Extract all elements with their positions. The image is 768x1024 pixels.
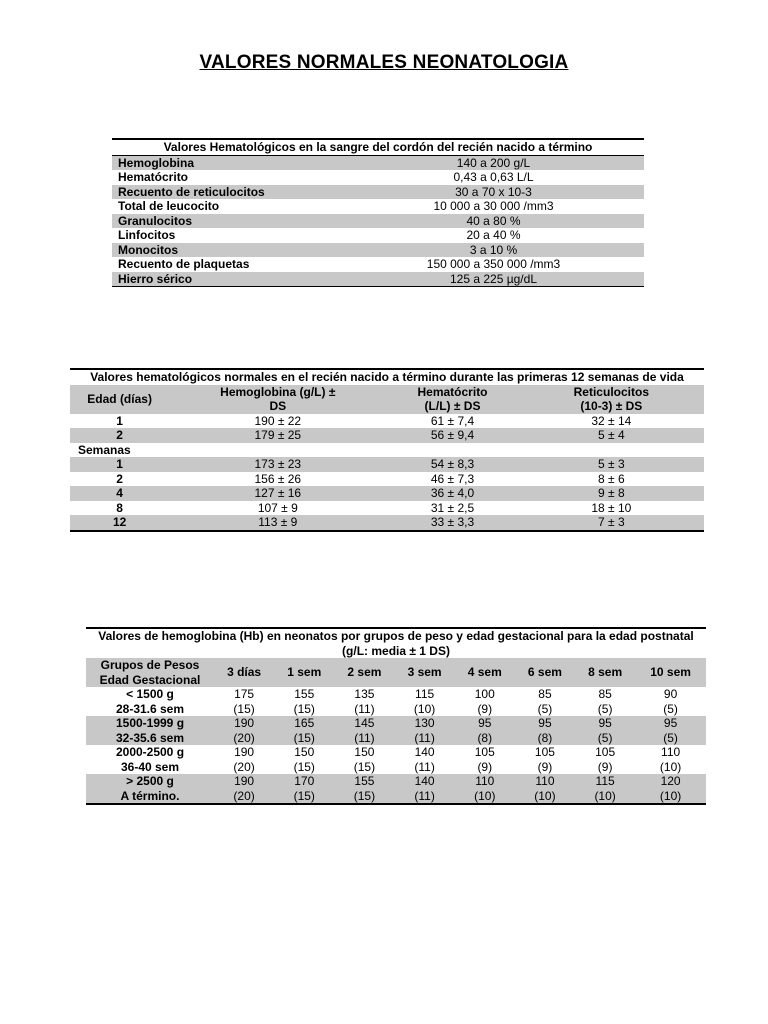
mean-cell: 120	[635, 774, 706, 789]
row-label: Hierro sérico	[112, 272, 343, 287]
table-row	[86, 731, 706, 746]
table-row	[112, 214, 644, 229]
table-row	[86, 702, 706, 717]
sd-cell: (20)	[233, 759, 255, 774]
age-cell: 2	[70, 428, 169, 443]
age-cell: 1	[70, 457, 169, 472]
group-weight: 2000-2500 g	[115, 745, 185, 759]
value-cell: 9 ± 8	[519, 486, 704, 501]
mean-cell: 155	[334, 774, 394, 789]
table-row	[70, 414, 704, 429]
mean-cell: 105	[474, 745, 495, 759]
group-age: 32-35.6 sem	[86, 731, 214, 746]
mean-cell: 85	[538, 687, 552, 701]
value-cell: 33 ± 3,3	[386, 515, 518, 531]
group-weight: > 2500 g	[86, 774, 214, 789]
row-label: Recuento de reticulocitos	[112, 185, 343, 200]
sd-cell: (9)	[477, 701, 493, 716]
value-cell: 61 ± 7,4	[430, 413, 475, 428]
mean-cell: 115	[415, 687, 435, 701]
sd-cell: (15)	[334, 789, 394, 805]
sd-cell: (9)	[477, 759, 493, 774]
hemoglobin-by-weight-table	[86, 627, 706, 805]
row-label: Granulocitos	[112, 214, 343, 229]
mean-cell: 95	[455, 716, 515, 731]
value-cell: 32 ± 14	[591, 413, 632, 428]
header-row	[86, 658, 706, 687]
age-cell: 12	[70, 515, 169, 531]
sd-cell: (15)	[233, 701, 255, 716]
value-cell: 7 ± 3	[519, 515, 704, 531]
row-label: Recuento de plaquetas	[118, 257, 250, 271]
sd-cell: (9)	[537, 759, 553, 774]
row-value: 20 a 40 %	[466, 228, 521, 242]
row-value: 40 a 80 %	[343, 214, 644, 229]
value-cell: 8 ± 6	[598, 471, 625, 486]
sd-cell: (11)	[395, 731, 455, 746]
group-weight: 1500-1999 g	[86, 716, 214, 731]
value-cell: 107 ± 9	[257, 500, 298, 515]
mean-cell: 190	[214, 774, 274, 789]
table-row	[112, 272, 644, 287]
table-row	[112, 199, 644, 214]
mean-cell: 135	[354, 687, 375, 701]
sd-cell: (15)	[293, 701, 315, 716]
column-header: Hematócrito (L/L) ± DS	[386, 385, 518, 414]
table-row	[86, 687, 706, 702]
sd-cell: (15)	[353, 759, 376, 774]
age-cell: 4	[70, 486, 169, 501]
value-cell: 190 ± 22	[254, 413, 302, 428]
mean-cell: 150	[354, 745, 375, 759]
column-header: Hemoglobina (g/L) ± DS	[169, 385, 386, 414]
row-value: 30 a 70 x 10-3	[343, 185, 644, 200]
sd-cell: (5)	[597, 701, 613, 716]
sd-cell: (5)	[537, 701, 553, 716]
sd-cell: (5)	[635, 731, 706, 746]
mean-cell: 95	[515, 716, 575, 731]
row-value: 3 a 10 %	[343, 243, 644, 258]
group-header: Grupos de Pesos Edad Gestacional	[86, 658, 214, 687]
table-row	[86, 745, 706, 760]
table-row	[112, 170, 644, 185]
weeks-label: Semanas	[78, 442, 131, 457]
value-cell: 46 ± 7,3	[430, 471, 475, 486]
mean-cell: 170	[274, 774, 334, 789]
value-cell: 36 ± 4,0	[386, 486, 518, 501]
table-row	[86, 716, 706, 731]
row-label: Hematócrito	[118, 170, 189, 184]
mean-cell: 165	[274, 716, 334, 731]
value-cell: 56 ± 9,4	[386, 428, 518, 443]
value-cell: 5 ± 3	[519, 457, 704, 472]
first-weeks-table	[70, 368, 704, 532]
table-row	[112, 185, 644, 200]
row-label: Linfocitos	[118, 228, 176, 242]
sd-cell: (11)	[395, 789, 455, 805]
table-row	[70, 486, 704, 501]
age-cell: 2	[116, 471, 123, 486]
mean-cell: 155	[294, 687, 315, 701]
table-row	[70, 457, 704, 472]
group-age: A término.	[86, 789, 214, 805]
table-caption: Valores de hemoglobina (Hb) en neonatos por grupos de peso y edad gestacional para la edad postnatal (g/L: media ± 1 DS)	[98, 629, 694, 658]
table-caption: Valores Hematológicos en la sangre del cordón del recién nacido a término	[112, 139, 644, 155]
row-label: Total de leucocito	[118, 199, 220, 213]
table-row	[70, 428, 704, 443]
value-cell: 5 ± 4	[519, 428, 704, 443]
mean-cell: 175	[234, 687, 255, 701]
sd-cell: (10)	[575, 789, 635, 805]
table-row	[86, 774, 706, 789]
value-cell: 54 ± 8,3	[386, 457, 518, 472]
mean-cell: 110	[455, 774, 515, 789]
group-age: 36-40 sem	[120, 759, 180, 774]
table-row	[86, 760, 706, 775]
header-row	[70, 385, 704, 414]
value-cell: 31 ± 2,5	[430, 500, 475, 515]
column-header: 2 sem	[334, 658, 394, 687]
mean-cell: 150	[294, 745, 315, 759]
value-cell: 18 ± 10	[591, 500, 632, 515]
table-row	[70, 501, 704, 516]
sd-cell: (20)	[214, 789, 274, 805]
page-title: VALORES NORMALES NEONATOLOGIA	[199, 52, 569, 73]
column-header: 8 sem	[575, 658, 635, 687]
sd-cell: (5)	[575, 731, 635, 746]
age-cell: 1	[116, 413, 123, 428]
mean-cell: 100	[474, 687, 495, 701]
mean-cell: 115	[575, 774, 635, 789]
sd-cell: (5)	[663, 701, 678, 716]
sd-cell: (11)	[414, 759, 435, 774]
sd-cell: (10)	[455, 789, 515, 805]
sd-cell: (15)	[293, 759, 315, 774]
sd-cell: (9)	[597, 759, 613, 774]
sd-cell: (11)	[354, 701, 375, 716]
mean-cell: 190	[234, 745, 255, 759]
value-cell: 156 ± 26	[254, 471, 302, 486]
column-header: 3 días	[214, 658, 274, 687]
mean-cell: 85	[598, 687, 612, 701]
mean-cell: 95	[635, 716, 706, 731]
column-header: Edad (días)	[70, 385, 169, 414]
mean-cell: 110	[515, 774, 575, 789]
sd-cell: (20)	[214, 731, 274, 746]
sd-cell: (11)	[334, 731, 394, 746]
sd-cell: (10)	[515, 789, 575, 805]
row-value: 150 000 a 350 000 /mm3	[426, 257, 561, 271]
mean-cell: 190	[214, 716, 274, 731]
mean-cell: 140	[414, 745, 435, 759]
row-label: Monocitos	[112, 243, 343, 258]
table-row	[112, 155, 644, 170]
sd-cell: (10)	[659, 759, 682, 774]
table-row	[112, 257, 644, 272]
column-header: Reticulocitos (10-3) ± DS	[519, 385, 704, 414]
column-header: 4 sem	[455, 658, 515, 687]
mean-cell: 90	[663, 687, 678, 701]
table-row	[70, 515, 704, 531]
value-cell: 173 ± 23	[169, 457, 386, 472]
row-value: 125 a 225 µg/dL	[343, 272, 644, 287]
sd-cell: (10)	[413, 701, 436, 716]
table-row	[70, 472, 704, 487]
group-age: 28-31.6 sem	[115, 701, 185, 716]
row-value: 140 a 200 g/L	[343, 155, 644, 170]
table-row	[112, 243, 644, 258]
cord-blood-table	[112, 138, 644, 287]
mean-cell: 140	[395, 774, 455, 789]
sd-cell: (8)	[455, 731, 515, 746]
row-label: Hemoglobina	[112, 155, 343, 170]
value-cell: 127 ± 16	[169, 486, 386, 501]
row-value: 0,43 a 0,63 L/L	[453, 170, 534, 184]
sd-cell: (15)	[274, 731, 334, 746]
mean-cell: 130	[395, 716, 455, 731]
mean-cell: 95	[575, 716, 635, 731]
mean-cell: 110	[661, 745, 681, 759]
value-cell: 179 ± 25	[169, 428, 386, 443]
row-value: 10 000 a 30 000 /mm3	[433, 199, 554, 213]
group-weight: < 1500 g	[126, 687, 174, 701]
value-cell: 113 ± 9	[169, 515, 386, 531]
column-header: 3 sem	[395, 658, 455, 687]
table-caption: Valores hematológicos normales en el recién nacido a término durante las primeras 12 semanas de vida	[90, 370, 684, 384]
mean-cell: 145	[334, 716, 394, 731]
table-row	[112, 228, 644, 243]
age-cell: 8	[116, 500, 123, 515]
mean-cell: 105	[595, 745, 616, 759]
column-header: 6 sem	[515, 658, 575, 687]
mean-cell: 105	[534, 745, 555, 759]
column-header: 10 sem	[635, 658, 706, 687]
sd-cell: (15)	[274, 789, 334, 805]
column-header: 1 sem	[274, 658, 334, 687]
sd-cell: (8)	[515, 731, 575, 746]
table-row	[86, 789, 706, 805]
sd-cell: (10)	[635, 789, 706, 805]
weeks-label-row	[70, 443, 704, 458]
